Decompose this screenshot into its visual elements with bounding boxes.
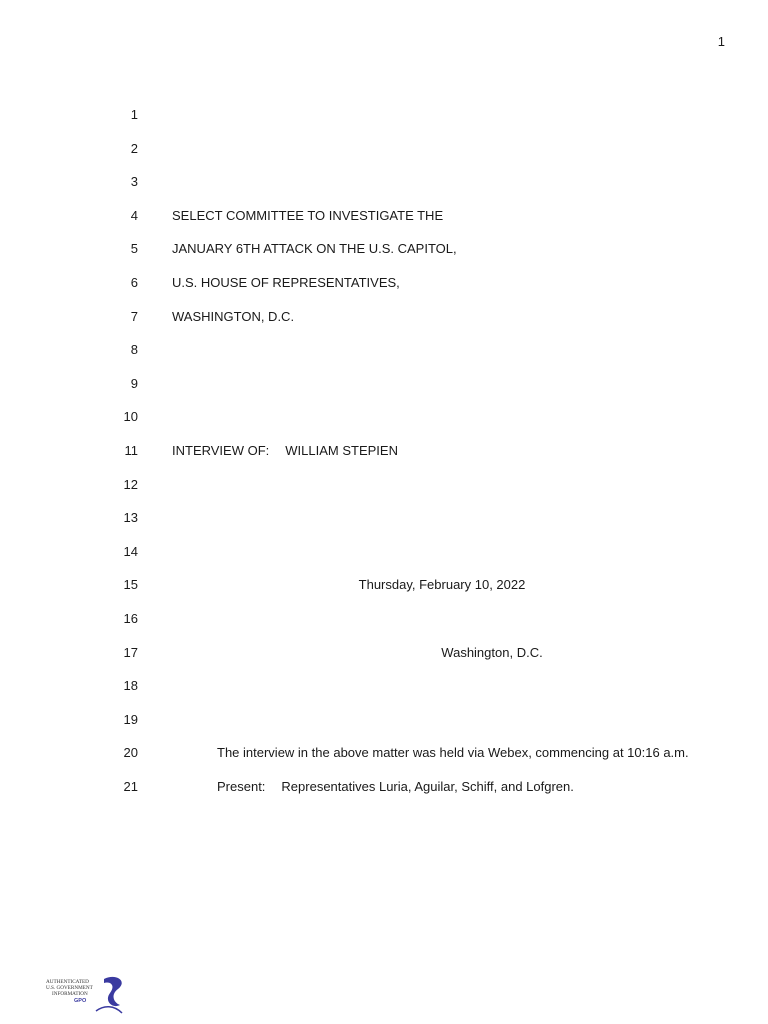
line-number: 20 [123, 745, 138, 761]
interview-date: Thursday, February 10, 2022 [358, 577, 526, 593]
transcript-line [0, 138, 768, 172]
transcript-line [0, 339, 768, 373]
transcript-line [0, 541, 768, 575]
transcript-line [0, 406, 768, 440]
line-number: 14 [123, 543, 138, 559]
transcript-line [0, 642, 768, 676]
line-number: 10 [123, 409, 138, 425]
line-number: 11 [124, 442, 138, 458]
transcript-line [0, 709, 768, 743]
line-number: 13 [123, 510, 138, 526]
line-number: 5 [130, 241, 138, 257]
interviewee-label: INTERVIEW OF: [172, 442, 270, 458]
line-number: 17 [123, 644, 138, 660]
transcript-line [0, 574, 768, 608]
attendees-label: Present: [217, 778, 266, 794]
transcript-line [0, 440, 768, 474]
line-number: 7 [130, 308, 138, 324]
attendees-list: Representatives Luria, Aguilar, Schiff, and Lofgren. [281, 778, 574, 794]
line-number: 12 [123, 476, 138, 492]
transcript-line [0, 205, 768, 239]
line-number: 2 [130, 140, 138, 156]
line-number: 18 [123, 678, 138, 694]
transcript-line [0, 608, 768, 642]
transcript-line [0, 171, 768, 205]
page-number: 1 [717, 34, 725, 49]
committee-name-line: JANUARY 6TH ATTACK ON THE U.S. CAPITOL, [172, 241, 457, 257]
committee-name-line: SELECT COMMITTEE TO INVESTIGATE THE [172, 207, 444, 223]
eagle-icon [104, 977, 122, 1006]
transcript-line [0, 776, 768, 810]
transcript-line [0, 507, 768, 541]
transcript-line [0, 238, 768, 272]
line-number: 19 [123, 711, 138, 727]
seal-text-line: GPO [74, 998, 87, 1004]
line-number: 1 [130, 107, 138, 122]
interviewee-line [172, 440, 398, 462]
line-number: 21 [123, 778, 138, 794]
line-number: 16 [123, 610, 138, 626]
line-number: 3 [130, 174, 138, 190]
line-number: 9 [130, 375, 138, 391]
transcript-body [0, 104, 768, 809]
line-number: 8 [130, 342, 138, 358]
interview-location: Washington, D.C. [441, 644, 543, 660]
committee-name-line: U.S. HOUSE OF REPRESENTATIVES, [172, 274, 400, 290]
transcript-line [0, 742, 768, 776]
seal-text-line: U.S. GOVERNMENT [46, 985, 93, 991]
committee-location-line: WASHINGTON, D.C. [172, 308, 295, 324]
transcript-line [0, 306, 768, 340]
transcript-line [0, 474, 768, 508]
line-number: 6 [130, 274, 138, 290]
gpo-authentication-seal [44, 975, 128, 1017]
transcript-line [0, 675, 768, 709]
seal-text-line: AUTHENTICATED [46, 979, 89, 985]
interview-statement: The interview in the above matter was held via Webex, commencing at 10:16 a.m. [217, 745, 689, 761]
line-number: 15 [123, 577, 138, 593]
interviewee-name: WILLIAM STEPIEN [285, 442, 398, 458]
transcript-line [0, 104, 768, 138]
transcript-line [0, 272, 768, 306]
attendees-line [217, 776, 574, 798]
transcript-line [0, 373, 768, 407]
eagle-wing-icon [96, 1007, 122, 1013]
line-number: 4 [130, 207, 138, 223]
seal-text-line: INFORMATION [52, 991, 88, 997]
